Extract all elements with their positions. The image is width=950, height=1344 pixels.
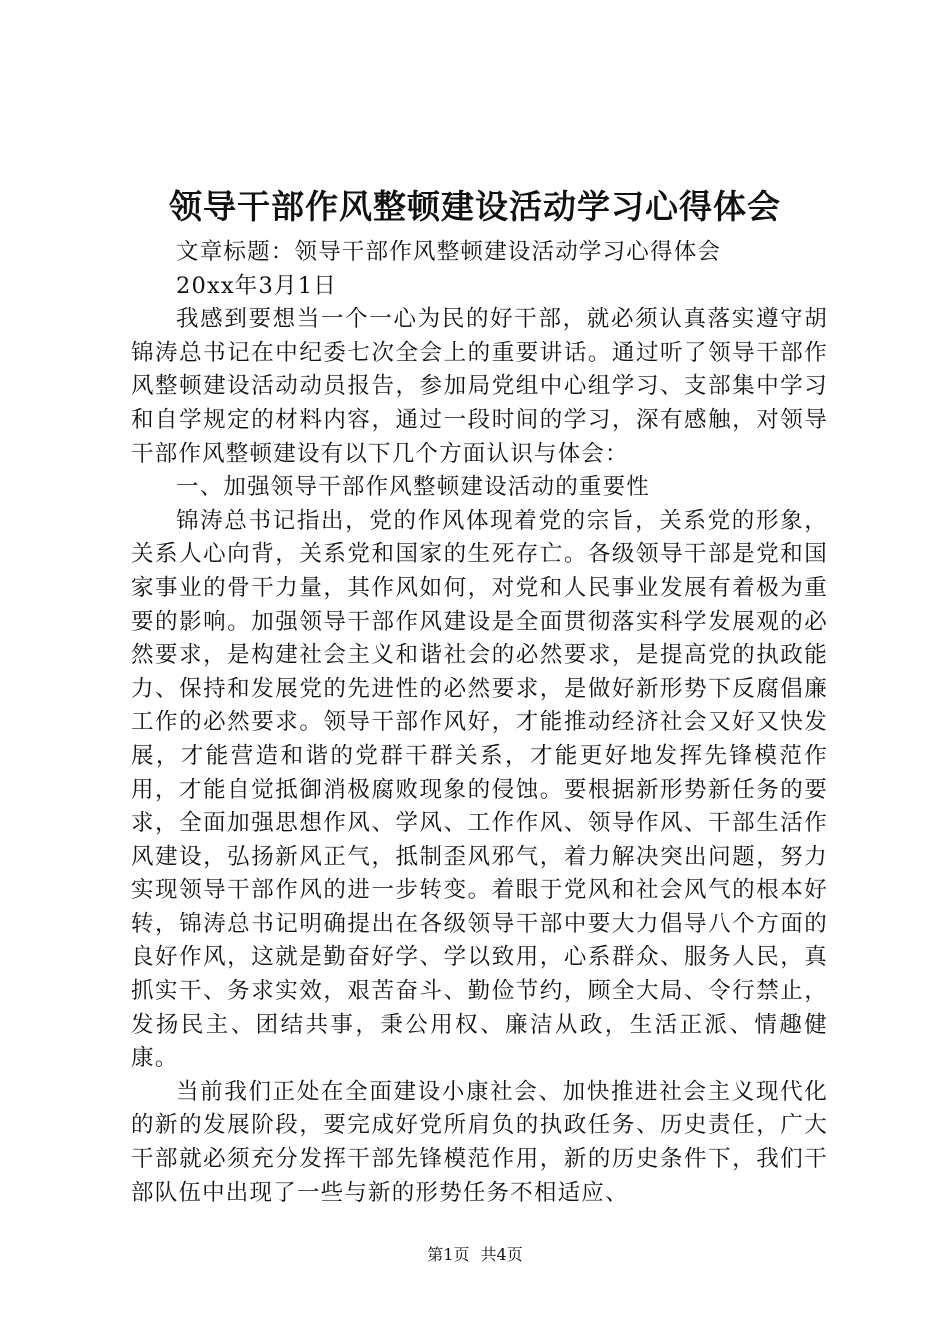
document-title: 领导干部作风整顿建设活动学习心得体会: [169, 187, 781, 226]
section-heading: 一、加强领导干部作风整顿建设活动的重要性: [176, 474, 651, 501]
paragraph: 当前我们正处在全面建设小康社会、加快推进社会主义现代化的新的发展阶段，要完成好党所肩负的执政任务、历史责任，广大干部就必须充分发挥干部先锋模范作用，新的历史条件下，我们干部队伍中出现了一些与新的形势任务不相适应、: [131, 1078, 828, 1206]
page-footer: [0, 1244, 950, 1266]
document-body: [131, 236, 828, 1210]
paragraph: 我感到要想当一个一心为民的好干部，就必须认真落实遵守胡锦涛总书记在中纪委七次全会上的重要讲话。通过听了领导干部作风整顿建设活动动员报告，参加局党组中心组学习、支部集中学习和自学规定的材料内容，通过一段时间的学习，深有感触，对领导干部作风整顿建设有以下几个方面认识与体会：: [131, 306, 828, 467]
article-heading: 文章标题：领导干部作风整顿建设活动学习心得体会: [176, 239, 722, 265]
page-total: 共4页: [480, 1245, 523, 1264]
page-number: 第1页: [427, 1245, 470, 1264]
paragraph: 锦涛总书记指出，党的作风体现着党的宗旨，关系党的形象，关系人心向背，关系党和国家的生死存亡。各级领导干部是党和国家事业的骨干力量，其作风如何，对党和人民事业发展有着极为重要的影响。加强领导干部作风建设是全面贯彻落实科学发展观的必然要求，是构建社会主义和谐社会的必然要求，是提高党的执政能力、保持和发展党的先进性的必然要求，是做好新形势下反腐倡廉工作的必然要求。领导干部作风好，才能推动经济社会又好又快发展，才能营造和谐的党群干群关系，才能更好地发挥先锋模范作用，才能自觉抵御消极腐败现象的侵蚀。要根据新形势新任务的要求，全面加强思想作风、学风、工作作风、领导作风、干部生活作风建设，弘扬新风正气，抵制歪风邪气，着力解决突出问题，努力实现领导干部作风的进一步转变。着眼于党风和社会风气的根本好转，锦涛总书记明确提出在各级领导干部中要大力倡导八个方面的良好作风，这就是勤奋好学、学以致用，心系群众、服务人民，真抓实干、务求实效，艰苦奋斗、勤俭节约，顾全大局、令行禁止，发扬民主、团结共事，秉公用权、廉洁从政，生活正派、情趣健康。: [131, 507, 828, 1072]
document-date: 20xx年3月1日: [176, 272, 337, 299]
